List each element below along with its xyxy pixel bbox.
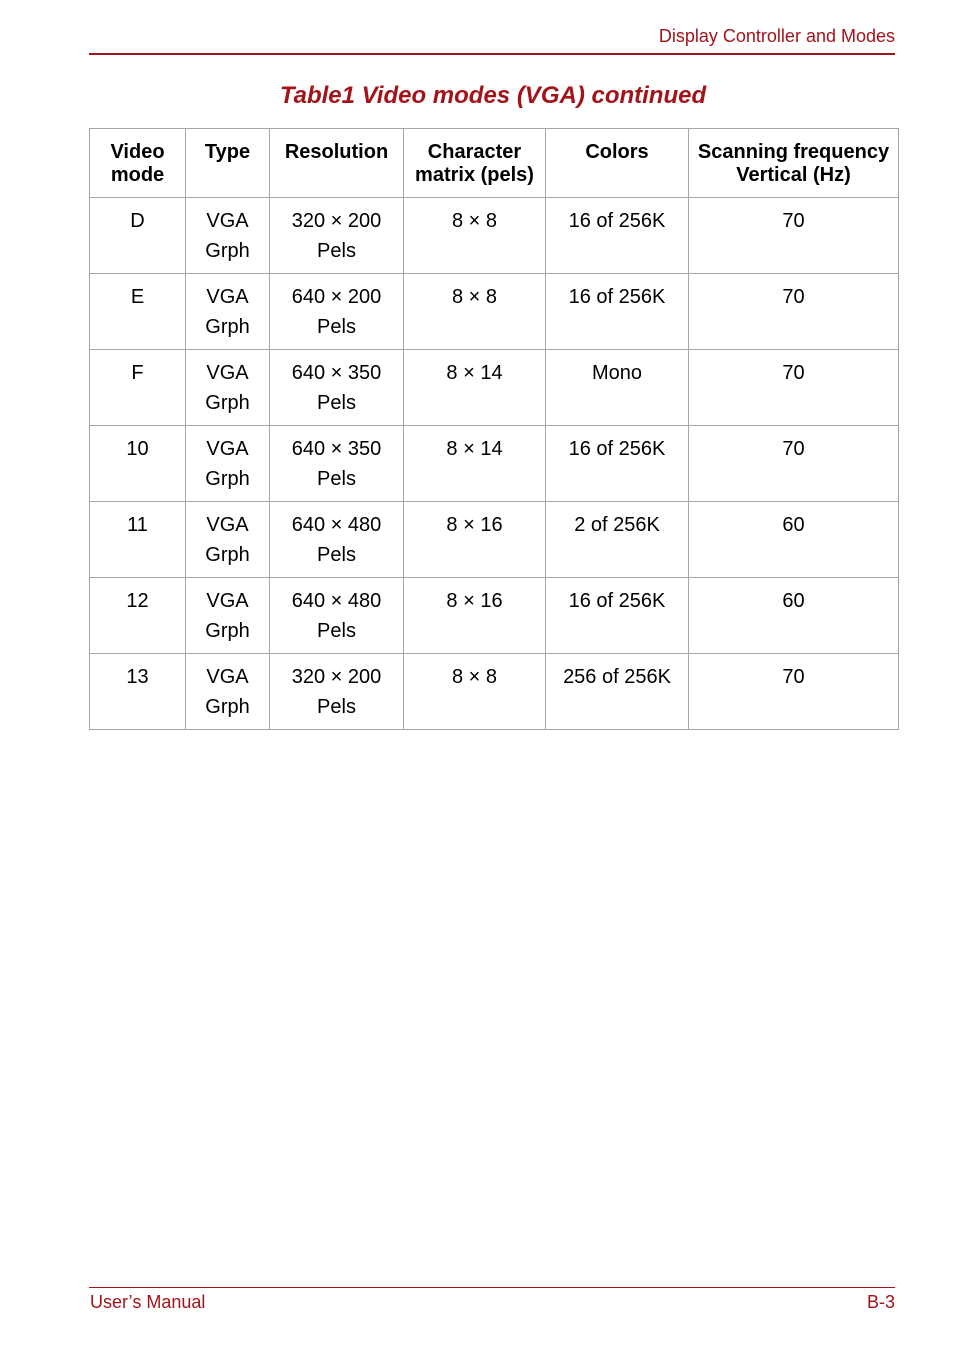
cell-resolution: 320 × 200 Pels xyxy=(270,198,404,274)
cell-colors: 16 of 256K xyxy=(546,274,689,350)
cell-type: VGA Grph xyxy=(186,198,270,274)
cell-scanning-frequency: 70 xyxy=(689,274,899,350)
column-header-character-matrix: Character matrix (pels) xyxy=(404,129,546,198)
table-row xyxy=(90,654,899,730)
cell-video-mode: 11 xyxy=(90,502,186,578)
running-header: Display Controller and Modes xyxy=(658,26,895,46)
cell-colors: 256 of 256K xyxy=(546,654,689,730)
cell-type: VGA Grph xyxy=(186,502,270,578)
cell-scanning-frequency: 70 xyxy=(689,350,899,426)
column-header-resolution: Resolution xyxy=(270,129,404,198)
cell-resolution: 640 × 350 Pels xyxy=(270,350,404,426)
table-row xyxy=(90,578,899,654)
table-header-row xyxy=(90,129,899,198)
cell-video-mode: 12 xyxy=(90,578,186,654)
cell-scanning-frequency: 60 xyxy=(689,502,899,578)
cell-colors: 16 of 256K xyxy=(546,198,689,274)
video-modes-table xyxy=(89,128,899,730)
cell-scanning-frequency: 70 xyxy=(689,426,899,502)
cell-type: VGA Grph xyxy=(186,274,270,350)
cell-scanning-frequency: 60 xyxy=(689,578,899,654)
cell-video-mode: 13 xyxy=(90,654,186,730)
table-row xyxy=(90,502,899,578)
cell-scanning-frequency: 70 xyxy=(689,654,899,730)
cell-resolution: 640 × 480 Pels xyxy=(270,502,404,578)
cell-colors: 2 of 256K xyxy=(546,502,689,578)
column-header-colors: Colors xyxy=(546,129,689,198)
header-divider xyxy=(89,53,895,55)
cell-video-mode: D xyxy=(90,198,186,274)
footer-manual-label: User’s Manual xyxy=(90,1292,206,1312)
table-row xyxy=(90,426,899,502)
cell-resolution: 320 × 200 Pels xyxy=(270,654,404,730)
cell-character-matrix: 8 × 8 xyxy=(404,274,546,350)
cell-character-matrix: 8 × 14 xyxy=(404,350,546,426)
cell-character-matrix: 8 × 8 xyxy=(404,198,546,274)
table-row xyxy=(90,198,899,274)
cell-video-mode: 10 xyxy=(90,426,186,502)
cell-character-matrix: 8 × 8 xyxy=(404,654,546,730)
page-number: B-3 xyxy=(866,1292,895,1312)
cell-video-mode: E xyxy=(90,274,186,350)
cell-video-mode: F xyxy=(90,350,186,426)
cell-resolution: 640 × 200 Pels xyxy=(270,274,404,350)
cell-type: VGA Grph xyxy=(186,654,270,730)
cell-character-matrix: 8 × 14 xyxy=(404,426,546,502)
column-header-type: Type xyxy=(186,129,270,198)
cell-type: VGA Grph xyxy=(186,350,270,426)
cell-type: VGA Grph xyxy=(186,426,270,502)
table-row xyxy=(90,274,899,350)
cell-scanning-frequency: 70 xyxy=(689,198,899,274)
cell-colors: Mono xyxy=(546,350,689,426)
cell-resolution: 640 × 480 Pels xyxy=(270,578,404,654)
cell-resolution: 640 × 350 Pels xyxy=(270,426,404,502)
cell-character-matrix: 8 × 16 xyxy=(404,578,546,654)
column-header-video-mode: Video mode xyxy=(90,129,186,198)
cell-colors: 16 of 256K xyxy=(546,426,689,502)
column-header-scanning-frequency: Scanning frequency Vertical (Hz) xyxy=(689,129,899,198)
table-row xyxy=(90,350,899,426)
footer-divider xyxy=(89,1287,895,1288)
cell-type: VGA Grph xyxy=(186,578,270,654)
table-title: Table1 Video modes (VGA) continued xyxy=(279,82,707,109)
cell-colors: 16 of 256K xyxy=(546,578,689,654)
cell-character-matrix: 8 × 16 xyxy=(404,502,546,578)
